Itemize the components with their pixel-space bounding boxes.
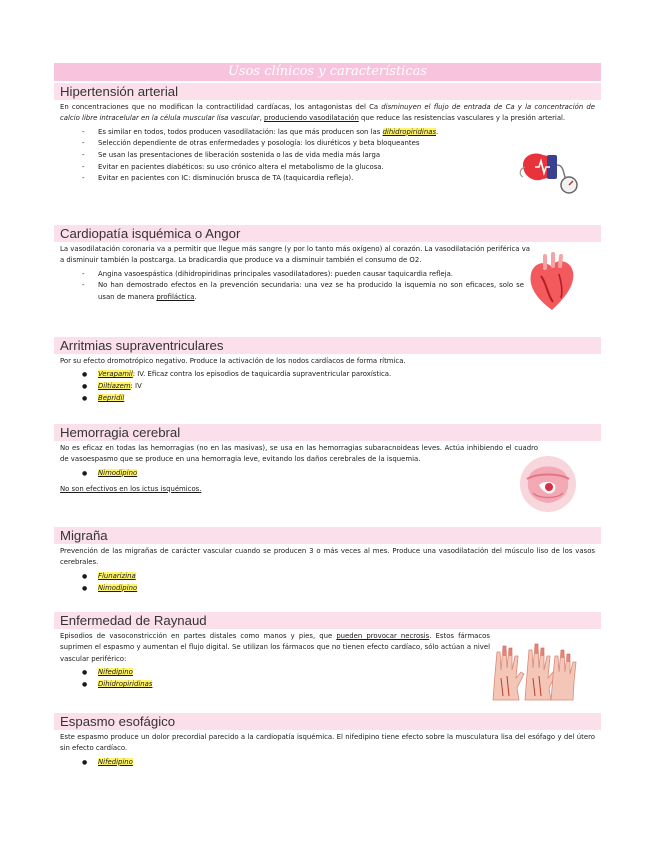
list-item: - Se usan las presentaciones de liberación sostenida o las de vida media más larga — [82, 151, 381, 159]
raynaud-hands-icon — [489, 638, 579, 704]
section-heading: Espasmo esofágico — [54, 713, 601, 730]
list-item: ● Bepridil — [82, 394, 125, 402]
heart-icon — [527, 250, 577, 312]
section-heading: Arritmias supraventriculares — [54, 337, 601, 354]
section-paragraph: En concentraciones que no modifican la contractilidad cardíacas, los antagonistas del Ca disminuyen el flujo de entrada de Ca y la concentración de calcio libre intracelular en la célula muscular lisa vascular, produciendo vasodilatación que reduce las resistencias vasculares y la presión arterial. — [60, 103, 595, 123]
section-heading: Migraña — [54, 527, 601, 544]
list-item: ● Diltiazem: IV — [82, 382, 142, 391]
list-item: ● Nifedipino — [82, 668, 133, 677]
section-arritmias — [54, 337, 601, 405]
section-heading: Hipertensión arterial — [54, 83, 601, 100]
section-heading: Hemorragia cerebral — [54, 424, 601, 441]
section-paragraph: Episodios de vasoconstricción en partes distales como manos y pies, que pueden provocar necrosis. Estos fármacos suprimen el espasmo y aumentan el flujo digital. Se utilizan los fármacos que no tienen efecto cardíaco, sólo actúan a nivel vascular periférico: — [60, 632, 490, 663]
list-item: - Evitar en pacientes diabéticos: su uso crónico altera el metabolismo de la glucosa. — [82, 162, 384, 171]
section-heading: Cardiopatía isquémica o Angor — [54, 225, 601, 242]
list-item: - Es similar en todos, todos producen vasodilatación: las que más producen son las dihidropiridinas. — [82, 127, 439, 136]
list-item: ● Nimodipino — [82, 583, 138, 592]
list-item: ● Verapamil: IV. Eficaz contra los episodios de taquicardia supraventricular paroxística. — [82, 370, 392, 379]
section-paragraph: No es eficaz en todas las hemorragias (no en las masivas), se usa en las hemorragias subaracnoideas leves. Actúa inhibiendo el cuadro de vasoespasmo que se produce en una hemorragia leve, evitando los daños cerebrales de la isquemia. — [60, 444, 538, 464]
blood-pressure-monitor-icon — [517, 137, 581, 201]
section-paragraph: Por su efecto dromotrópico negativo. Produce la activación de los nodos cardíacos de forma rítmica. — [60, 357, 406, 365]
list-item: - No han demostrado efectos en la prevención secundaria: una vez se ha producido la isquemia no son eficaces, solo se usan de manera profiláctica. — [82, 281, 524, 301]
list-item: ● Nimodipino — [82, 468, 138, 477]
section-note: No son efectivos en los ictus isquémicos. — [60, 484, 202, 493]
section-heading: Enfermedad de Raynaud — [54, 612, 601, 629]
section-espasmo-esofagico — [54, 713, 601, 769]
page-title: Usos clínicos y características — [54, 63, 601, 81]
section-paragraph: Prevención de las migrañas de carácter vascular cuando se producen 3 o más veces al mes. Produce una vasodilatación del músculo liso de los vasos cerebrales. — [60, 547, 595, 567]
brain-hemorrhage-icon — [519, 455, 577, 513]
list-item: - Evitar en pacientes con IC: disminución brusca de TA (taquicardia refleja). — [82, 174, 354, 183]
list-item: ● Dihidropiridinas — [82, 680, 153, 689]
section-paragraph: La vasodilatación coronaria va a permitir que llegue más sangre (y por lo tanto más oxígeno) al corazón. La vasodilatación periférica va a disminuir también la postcarga. La bradicardia que produce va a disminuir también el consumo de O2. — [60, 245, 530, 265]
list-item: ● Flunarizina — [82, 571, 136, 580]
list-item: - Angina vasoespástica (dihidropiridinas principales vasodilatadores): pueden causar taquicardia refleja. — [82, 269, 453, 278]
section-migrana — [54, 527, 601, 594]
list-item: - Selección dependiente de otras enfermedades y posología: los diuréticos y beta bloqueantes — [82, 139, 420, 148]
section-paragraph: Este espasmo produce un dolor precordial parecido a la cardiopatía isquémica. El nifedipino tiene efecto sobre la musculatura lisa del esófago y del útero sin efecto cardíaco. — [60, 733, 595, 753]
section-cardiopatia — [54, 225, 601, 304]
list-item: ● Nifedipino — [82, 757, 133, 766]
